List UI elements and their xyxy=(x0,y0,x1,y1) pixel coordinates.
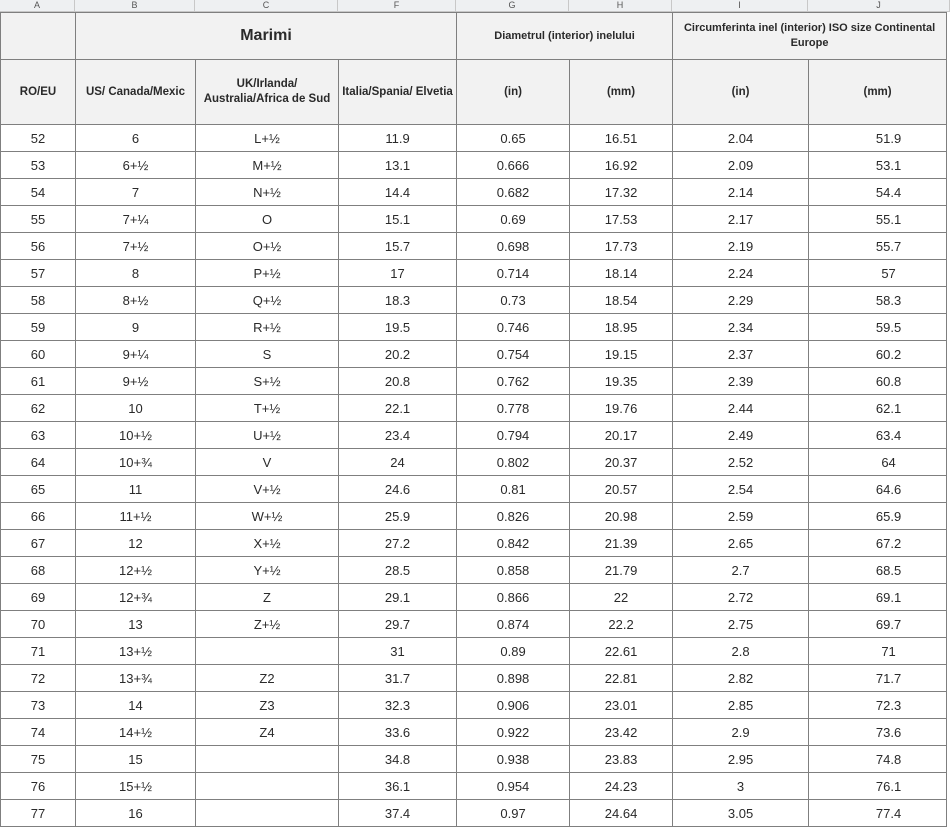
cell-diameter-mm[interactable]: 22.2 xyxy=(570,611,673,638)
cell-it[interactable]: 11.9 xyxy=(339,125,457,152)
cell-diameter-mm[interactable]: 17.73 xyxy=(570,233,673,260)
cell-circumference-mm[interactable]: 73.6 xyxy=(809,719,947,746)
cell-circumference-in[interactable]: 2.52 xyxy=(673,449,809,476)
cell-diameter-mm[interactable]: 18.95 xyxy=(570,314,673,341)
cell-circumference-in[interactable]: 2.24 xyxy=(673,260,809,287)
table-row xyxy=(1,773,947,800)
table-row xyxy=(1,314,947,341)
cell-us[interactable]: 9 xyxy=(76,314,196,341)
cell-us[interactable]: 9+½ xyxy=(76,368,196,395)
cell-uk[interactable] xyxy=(196,773,339,800)
cell-diameter-in[interactable]: 0.826 xyxy=(457,503,570,530)
cell-diameter-in[interactable]: 0.698 xyxy=(457,233,570,260)
cell-diameter-mm[interactable]: 20.98 xyxy=(570,503,673,530)
cell-circumference-in[interactable]: 2.82 xyxy=(673,665,809,692)
cell-uk[interactable]: S+½ xyxy=(196,368,339,395)
cell-us[interactable]: 15 xyxy=(76,746,196,773)
cell-circumference-in[interactable]: 2.14 xyxy=(673,179,809,206)
cell-us[interactable]: 11 xyxy=(76,476,196,503)
cell-circumference-in[interactable]: 3 xyxy=(673,773,809,800)
cell-circumference-mm[interactable]: 76.1 xyxy=(809,773,947,800)
cell-diameter-mm[interactable]: 16.92 xyxy=(570,152,673,179)
cell-diameter-mm[interactable]: 19.15 xyxy=(570,341,673,368)
table-row xyxy=(1,179,947,206)
cell-circumference-mm[interactable]: 64.6 xyxy=(809,476,947,503)
cell-uk[interactable] xyxy=(196,638,339,665)
cell-ro-eu[interactable]: 62 xyxy=(1,395,76,422)
column-header-a[interactable]: A xyxy=(0,0,75,12)
cell-it[interactable]: 31.7 xyxy=(339,665,457,692)
table-row xyxy=(1,233,947,260)
cell-it[interactable]: 33.6 xyxy=(339,719,457,746)
cell-circumference-mm[interactable]: 71.7 xyxy=(809,665,947,692)
cell-ro-eu[interactable]: 68 xyxy=(1,557,76,584)
cell-it[interactable]: 15.7 xyxy=(339,233,457,260)
cell-uk[interactable] xyxy=(196,746,339,773)
cell-us[interactable]: 8+½ xyxy=(76,287,196,314)
cell-us[interactable]: 14+½ xyxy=(76,719,196,746)
cell-circumference-in[interactable]: 2.75 xyxy=(673,611,809,638)
cell-diameter-mm[interactable]: 21.79 xyxy=(570,557,673,584)
cell-us[interactable]: 12+¾ xyxy=(76,584,196,611)
header-row-groups xyxy=(1,13,947,60)
cell-circumference-mm[interactable]: 72.3 xyxy=(809,692,947,719)
cell-it[interactable]: 27.2 xyxy=(339,530,457,557)
cell-circumference-in[interactable]: 2.49 xyxy=(673,422,809,449)
cell-circumference-mm[interactable]: 55.1 xyxy=(809,206,947,233)
table-row xyxy=(1,125,947,152)
cell-uk[interactable]: O+½ xyxy=(196,233,339,260)
header-row-columns xyxy=(1,60,947,125)
cell-circumference-in[interactable]: 2.04 xyxy=(673,125,809,152)
cell-us[interactable]: 9+¼ xyxy=(76,341,196,368)
cell-ro-eu[interactable]: 76 xyxy=(1,773,76,800)
header-diameter-mm[interactable]: (mm) xyxy=(570,60,673,125)
table-row xyxy=(1,584,947,611)
cell-us[interactable]: 6 xyxy=(76,125,196,152)
cell-circumference-mm[interactable]: 68.5 xyxy=(809,557,947,584)
cell-uk[interactable]: Y+½ xyxy=(196,557,339,584)
cell-it[interactable]: 20.2 xyxy=(339,341,457,368)
cell-uk[interactable]: Z4 xyxy=(196,719,339,746)
table-row xyxy=(1,476,947,503)
cell-us[interactable]: 10+½ xyxy=(76,422,196,449)
cell-diameter-mm[interactable]: 22.61 xyxy=(570,638,673,665)
cell-diameter-in[interactable]: 0.666 xyxy=(457,152,570,179)
cell-circumference-in[interactable]: 2.09 xyxy=(673,152,809,179)
cell-diameter-mm[interactable]: 23.42 xyxy=(570,719,673,746)
table-row xyxy=(1,638,947,665)
cell-it[interactable]: 14.4 xyxy=(339,179,457,206)
cell-it[interactable]: 24 xyxy=(339,449,457,476)
cell-uk[interactable]: T+½ xyxy=(196,395,339,422)
cell-circumference-in[interactable]: 2.17 xyxy=(673,206,809,233)
cell-circumference-mm[interactable]: 55.7 xyxy=(809,233,947,260)
cell-diameter-in[interactable]: 0.97 xyxy=(457,800,570,827)
column-header-i[interactable]: I xyxy=(672,0,808,12)
cell-circumference-mm[interactable]: 57 xyxy=(809,260,947,287)
cell-uk[interactable]: W+½ xyxy=(196,503,339,530)
cell-circumference-mm[interactable]: 67.2 xyxy=(809,530,947,557)
cell-circumference-mm[interactable]: 53.1 xyxy=(809,152,947,179)
cell-diameter-in[interactable]: 0.746 xyxy=(457,314,570,341)
table-row xyxy=(1,611,947,638)
cell-us[interactable]: 8 xyxy=(76,260,196,287)
cell-us[interactable]: 10+¾ xyxy=(76,449,196,476)
cell-circumference-mm[interactable]: 51.9 xyxy=(809,125,947,152)
table-row xyxy=(1,287,947,314)
cell-it[interactable]: 19.5 xyxy=(339,314,457,341)
table-row xyxy=(1,341,947,368)
cell-us[interactable]: 15+½ xyxy=(76,773,196,800)
cell-ro-eu[interactable]: 59 xyxy=(1,314,76,341)
table-row xyxy=(1,800,947,827)
cell-circumference-in[interactable]: 2.54 xyxy=(673,476,809,503)
header-uk-irlanda-australia[interactable]: UK/Irlanda/ Australia/Africa de Sud xyxy=(196,60,339,125)
column-header-j[interactable]: J xyxy=(808,0,950,12)
cell-it[interactable]: 13.1 xyxy=(339,152,457,179)
cell-it[interactable]: 28.5 xyxy=(339,557,457,584)
cell-us[interactable]: 11+½ xyxy=(76,503,196,530)
cell-ro-eu[interactable]: 70 xyxy=(1,611,76,638)
table-row xyxy=(1,746,947,773)
cell-diameter-in[interactable]: 0.794 xyxy=(457,422,570,449)
cell-it[interactable]: 36.1 xyxy=(339,773,457,800)
cell-diameter-mm[interactable]: 20.37 xyxy=(570,449,673,476)
table-row xyxy=(1,557,947,584)
cell-circumference-in[interactable]: 2.85 xyxy=(673,692,809,719)
table-row xyxy=(1,260,947,287)
cell-us[interactable]: 7+½ xyxy=(76,233,196,260)
cell-circumference-in[interactable]: 2.39 xyxy=(673,368,809,395)
cell-it[interactable]: 31 xyxy=(339,638,457,665)
cell-ro-eu[interactable]: 61 xyxy=(1,368,76,395)
cell-uk[interactable]: Z xyxy=(196,584,339,611)
cell-circumference-mm[interactable]: 65.9 xyxy=(809,503,947,530)
ring-size-table xyxy=(0,12,947,827)
cell-ro-eu[interactable]: 66 xyxy=(1,503,76,530)
cell-circumference-in[interactable]: 2.37 xyxy=(673,341,809,368)
cell-diameter-mm[interactable]: 24.64 xyxy=(570,800,673,827)
cell-diameter-in[interactable]: 0.842 xyxy=(457,530,570,557)
cell-ro-eu[interactable]: 54 xyxy=(1,179,76,206)
cell-us[interactable]: 12+½ xyxy=(76,557,196,584)
cell-ro-eu[interactable]: 69 xyxy=(1,584,76,611)
table-row xyxy=(1,422,947,449)
header-ro-eu[interactable]: RO/EU xyxy=(1,60,76,125)
cell-ro-eu[interactable]: 58 xyxy=(1,287,76,314)
cell-circumference-in[interactable]: 2.34 xyxy=(673,314,809,341)
cell-diameter-in[interactable]: 0.858 xyxy=(457,557,570,584)
cell-ro-eu[interactable]: 74 xyxy=(1,719,76,746)
cell-uk[interactable]: Z+½ xyxy=(196,611,339,638)
cell-diameter-in[interactable]: 0.73 xyxy=(457,287,570,314)
header-group-diameter[interactable]: Diametrul (interior) inelului xyxy=(457,13,673,60)
cell-us[interactable]: 14 xyxy=(76,692,196,719)
cell-diameter-mm[interactable]: 20.57 xyxy=(570,476,673,503)
cell-it[interactable]: 34.8 xyxy=(339,746,457,773)
cell-ro-eu[interactable]: 72 xyxy=(1,665,76,692)
table-row xyxy=(1,503,947,530)
cell-it[interactable]: 15.1 xyxy=(339,206,457,233)
header-italia-spania-elvetia[interactable]: Italia/Spania/ Elvetia xyxy=(339,60,457,125)
cell-uk[interactable]: R+½ xyxy=(196,314,339,341)
cell-us[interactable]: 10 xyxy=(76,395,196,422)
cell-diameter-in[interactable]: 0.69 xyxy=(457,206,570,233)
cell-circumference-in[interactable]: 2.72 xyxy=(673,584,809,611)
cell-diameter-in[interactable]: 0.762 xyxy=(457,368,570,395)
cell-diameter-mm[interactable]: 23.01 xyxy=(570,692,673,719)
cell-it[interactable]: 32.3 xyxy=(339,692,457,719)
cell-circumference-in[interactable]: 2.44 xyxy=(673,395,809,422)
header-circumference-in[interactable]: (in) xyxy=(673,60,809,125)
cell-ro-eu[interactable]: 56 xyxy=(1,233,76,260)
cell-uk[interactable]: O xyxy=(196,206,339,233)
cell-uk[interactable]: P+½ xyxy=(196,260,339,287)
cell-uk[interactable]: X+½ xyxy=(196,530,339,557)
column-header-b[interactable]: B xyxy=(75,0,195,12)
cell-diameter-in[interactable]: 0.802 xyxy=(457,449,570,476)
cell-diameter-mm[interactable]: 22 xyxy=(570,584,673,611)
column-header-f[interactable]: F xyxy=(338,0,456,12)
cell-uk[interactable]: M+½ xyxy=(196,152,339,179)
cell-uk[interactable]: U+½ xyxy=(196,422,339,449)
cell-diameter-mm[interactable]: 18.14 xyxy=(570,260,673,287)
header-diameter-in[interactable]: (in) xyxy=(457,60,570,125)
table-row xyxy=(1,152,947,179)
cell-ro-eu[interactable]: 64 xyxy=(1,449,76,476)
cell-diameter-in[interactable]: 0.922 xyxy=(457,719,570,746)
cell-it[interactable]: 23.4 xyxy=(339,422,457,449)
cell-it[interactable]: 29.1 xyxy=(339,584,457,611)
cell-circumference-mm[interactable]: 60.2 xyxy=(809,341,947,368)
table-row xyxy=(1,395,947,422)
cell-it[interactable]: 20.8 xyxy=(339,368,457,395)
cell-diameter-in[interactable]: 0.938 xyxy=(457,746,570,773)
cell-ro-eu[interactable]: 65 xyxy=(1,476,76,503)
cell-diameter-mm[interactable]: 21.39 xyxy=(570,530,673,557)
cell-diameter-mm[interactable]: 18.54 xyxy=(570,287,673,314)
cell-diameter-in[interactable]: 0.81 xyxy=(457,476,570,503)
cell-uk[interactable]: V xyxy=(196,449,339,476)
cell-diameter-mm[interactable]: 19.76 xyxy=(570,395,673,422)
cell-circumference-in[interactable]: 2.19 xyxy=(673,233,809,260)
cell-it[interactable]: 24.6 xyxy=(339,476,457,503)
table-row xyxy=(1,719,947,746)
cell-diameter-mm[interactable]: 17.53 xyxy=(570,206,673,233)
cell-uk[interactable]: Q+½ xyxy=(196,287,339,314)
cell-circumference-mm[interactable]: 71 xyxy=(809,638,947,665)
cell-circumference-mm[interactable]: 63.4 xyxy=(809,422,947,449)
cell-circumference-mm[interactable]: 64 xyxy=(809,449,947,476)
cell-circumference-in[interactable]: 2.9 xyxy=(673,719,809,746)
cell-it[interactable]: 29.7 xyxy=(339,611,457,638)
table-row xyxy=(1,449,947,476)
table-row xyxy=(1,692,947,719)
cell-circumference-mm[interactable]: 54.4 xyxy=(809,179,947,206)
cell-diameter-mm[interactable]: 17.32 xyxy=(570,179,673,206)
cell-ro-eu[interactable]: 52 xyxy=(1,125,76,152)
table-row xyxy=(1,530,947,557)
cell-diameter-in[interactable]: 0.754 xyxy=(457,341,570,368)
cell-circumference-in[interactable]: 2.59 xyxy=(673,503,809,530)
cell-diameter-in[interactable]: 0.89 xyxy=(457,638,570,665)
cell-ro-eu[interactable]: 53 xyxy=(1,152,76,179)
cell-diameter-in[interactable]: 0.866 xyxy=(457,584,570,611)
cell-circumference-mm[interactable]: 74.8 xyxy=(809,746,947,773)
cell-it[interactable]: 25.9 xyxy=(339,503,457,530)
cell-circumference-mm[interactable]: 77.4 xyxy=(809,800,947,827)
cell-diameter-mm[interactable]: 22.81 xyxy=(570,665,673,692)
header-group-circumference[interactable]: Circumferinta inel (interior) ISO size Continental Europe xyxy=(673,13,947,60)
cell-circumference-mm[interactable]: 62.1 xyxy=(809,395,947,422)
cell-ro-eu[interactable]: 60 xyxy=(1,341,76,368)
header-corner-cell[interactable] xyxy=(1,13,76,60)
table-row xyxy=(1,665,947,692)
cell-diameter-in[interactable]: 0.874 xyxy=(457,611,570,638)
cell-diameter-in[interactable]: 0.954 xyxy=(457,773,570,800)
cell-ro-eu[interactable]: 57 xyxy=(1,260,76,287)
cell-us[interactable]: 13 xyxy=(76,611,196,638)
header-group-sizes[interactable]: Marimi xyxy=(76,13,457,60)
cell-uk[interactable]: Z2 xyxy=(196,665,339,692)
cell-ro-eu[interactable]: 55 xyxy=(1,206,76,233)
cell-us[interactable]: 16 xyxy=(76,800,196,827)
cell-diameter-in[interactable]: 0.714 xyxy=(457,260,570,287)
cell-us[interactable]: 7+¼ xyxy=(76,206,196,233)
column-header-bar xyxy=(0,0,950,12)
cell-circumference-mm[interactable]: 59.5 xyxy=(809,314,947,341)
header-circumference-mm[interactable]: (mm) xyxy=(809,60,947,125)
cell-circumference-in[interactable]: 3.05 xyxy=(673,800,809,827)
cell-ro-eu[interactable]: 73 xyxy=(1,692,76,719)
table-row xyxy=(1,206,947,233)
cell-uk[interactable]: L+½ xyxy=(196,125,339,152)
cell-us[interactable]: 13+½ xyxy=(76,638,196,665)
cell-it[interactable]: 17 xyxy=(339,260,457,287)
cell-circumference-mm[interactable]: 60.8 xyxy=(809,368,947,395)
cell-circumference-in[interactable]: 2.95 xyxy=(673,746,809,773)
cell-uk[interactable]: Z3 xyxy=(196,692,339,719)
cell-diameter-in[interactable]: 0.898 xyxy=(457,665,570,692)
cell-ro-eu[interactable]: 77 xyxy=(1,800,76,827)
cell-it[interactable]: 37.4 xyxy=(339,800,457,827)
cell-circumference-mm[interactable]: 69.7 xyxy=(809,611,947,638)
cell-circumference-in[interactable]: 2.7 xyxy=(673,557,809,584)
cell-us[interactable]: 6+½ xyxy=(76,152,196,179)
cell-diameter-mm[interactable]: 23.83 xyxy=(570,746,673,773)
cell-diameter-in[interactable]: 0.682 xyxy=(457,179,570,206)
cell-us[interactable]: 7 xyxy=(76,179,196,206)
cell-us[interactable]: 13+¾ xyxy=(76,665,196,692)
cell-diameter-mm[interactable]: 19.35 xyxy=(570,368,673,395)
cell-circumference-mm[interactable]: 69.1 xyxy=(809,584,947,611)
column-header-g[interactable]: G xyxy=(456,0,569,12)
column-header-c[interactable]: C xyxy=(195,0,338,12)
cell-uk[interactable]: S xyxy=(196,341,339,368)
cell-ro-eu[interactable]: 71 xyxy=(1,638,76,665)
cell-it[interactable]: 18.3 xyxy=(339,287,457,314)
cell-diameter-in[interactable]: 0.65 xyxy=(457,125,570,152)
cell-ro-eu[interactable]: 75 xyxy=(1,746,76,773)
cell-diameter-in[interactable]: 0.906 xyxy=(457,692,570,719)
cell-circumference-in[interactable]: 2.29 xyxy=(673,287,809,314)
cell-diameter-mm[interactable]: 20.17 xyxy=(570,422,673,449)
cell-uk[interactable] xyxy=(196,800,339,827)
header-us-canada-mexic[interactable]: US/ Canada/Mexic xyxy=(76,60,196,125)
cell-circumference-in[interactable]: 2.65 xyxy=(673,530,809,557)
cell-diameter-in[interactable]: 0.778 xyxy=(457,395,570,422)
cell-ro-eu[interactable]: 67 xyxy=(1,530,76,557)
cell-ro-eu[interactable]: 63 xyxy=(1,422,76,449)
cell-circumference-in[interactable]: 2.8 xyxy=(673,638,809,665)
cell-diameter-mm[interactable]: 16.51 xyxy=(570,125,673,152)
cell-diameter-mm[interactable]: 24.23 xyxy=(570,773,673,800)
cell-uk[interactable]: N+½ xyxy=(196,179,339,206)
cell-us[interactable]: 12 xyxy=(76,530,196,557)
column-header-h[interactable]: H xyxy=(569,0,672,12)
cell-it[interactable]: 22.1 xyxy=(339,395,457,422)
table-row xyxy=(1,368,947,395)
cell-circumference-mm[interactable]: 58.3 xyxy=(809,287,947,314)
cell-uk[interactable]: V+½ xyxy=(196,476,339,503)
